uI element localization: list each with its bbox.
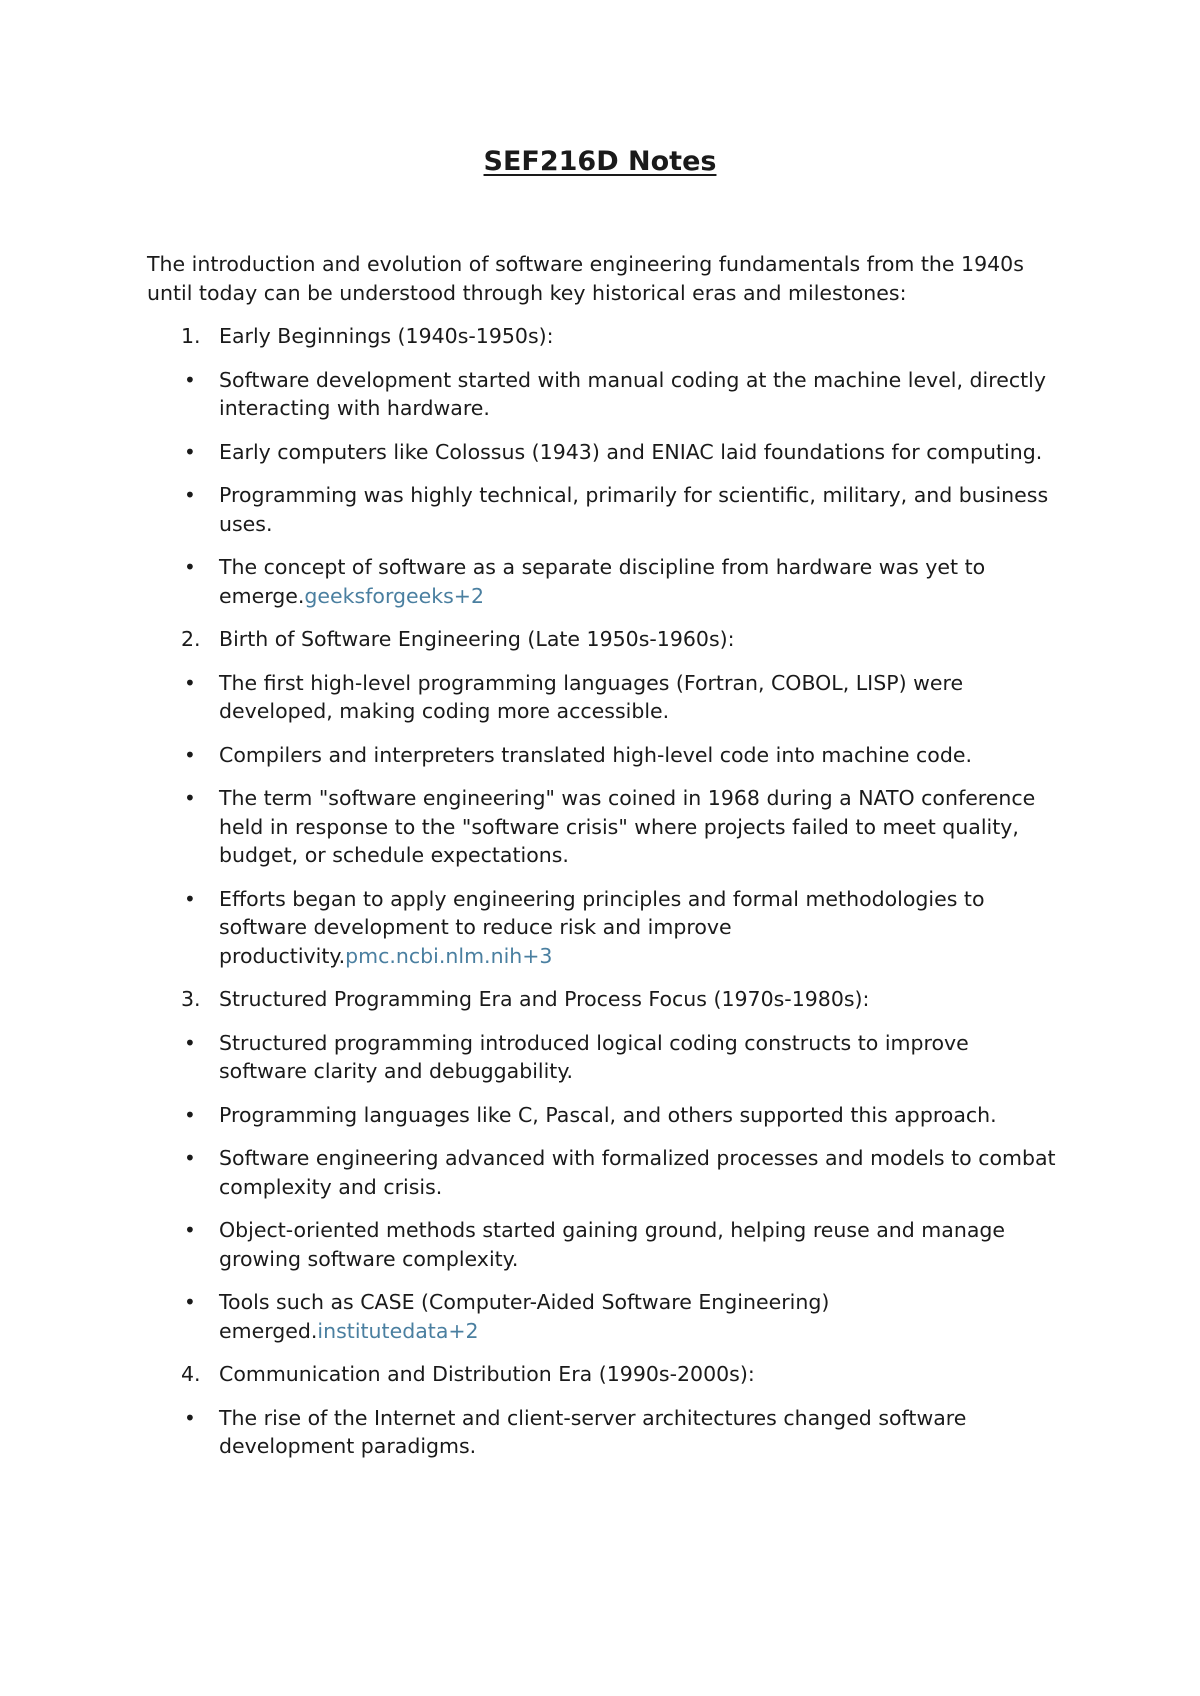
bullet-item bbox=[147, 1216, 1057, 1273]
source-link[interactable]: geeksforgeeks+2 bbox=[304, 583, 485, 608]
intro-paragraph: The introduction and evolution of software engineering fundamentals from the 1940s until today can be understood through key historical eras and milestones: bbox=[147, 252, 1024, 305]
list-number: 3. bbox=[181, 987, 201, 1011]
bullet-item bbox=[147, 1288, 1057, 1345]
numbered-heading bbox=[147, 322, 1057, 351]
bullet-text: Tools such as CASE (Computer-Aided Software Engineering) emerged. bbox=[219, 1290, 830, 1343]
bullet-text: Efforts began to apply engineering principles and formal methodologies to software development to reduce risk and improve productivity. bbox=[219, 886, 985, 968]
bullet-item bbox=[147, 553, 1057, 610]
bullet-icon: • bbox=[184, 1405, 196, 1430]
section-heading-text: Birth of Software Engineering (Late 1950s-1960s): bbox=[219, 627, 735, 651]
bullet-item bbox=[147, 669, 1057, 726]
list-number: 1. bbox=[181, 324, 201, 348]
bullet-text: The rise of the Internet and client-server architectures changed software development paradigms. bbox=[219, 1405, 967, 1458]
bullet-item bbox=[147, 481, 1057, 538]
bullet-text: Programming languages like C, Pascal, and others supported this approach. bbox=[219, 1102, 997, 1127]
bullet-text: The concept of software as a separate discipline from hardware was yet to emerge. bbox=[219, 555, 986, 608]
bullet-item bbox=[147, 1144, 1057, 1201]
bullet-item bbox=[147, 1404, 1057, 1461]
bullet-item bbox=[147, 366, 1057, 423]
bullet-icon: • bbox=[184, 439, 196, 464]
bullet-item bbox=[147, 784, 1057, 870]
bullet-icon: • bbox=[184, 670, 196, 695]
bullet-item bbox=[147, 741, 1057, 770]
bullet-text: Software development started with manual coding at the machine level, directly interacting with hardware. bbox=[219, 367, 1046, 420]
numbered-heading bbox=[147, 985, 1057, 1014]
source-link[interactable]: institutedata+2 bbox=[317, 1318, 479, 1343]
bullet-item bbox=[147, 1029, 1057, 1086]
bullet-icon: • bbox=[184, 1030, 196, 1055]
source-link[interactable]: pmc.ncbi.nlm.nih+3 bbox=[345, 943, 553, 968]
bullet-item bbox=[147, 1101, 1057, 1130]
bullet-icon: • bbox=[184, 786, 196, 810]
bullet-icon: • bbox=[184, 1146, 196, 1170]
bullet-text: Software engineering advanced with formalized processes and models to combat complexity and crisis. bbox=[219, 1146, 1056, 1199]
numbered-heading bbox=[147, 1360, 1057, 1389]
section-heading-text: Communication and Distribution Era (1990s-2000s): bbox=[219, 1362, 755, 1386]
section-heading-text: Structured Programming Era and Process Focus (1970s-1980s): bbox=[219, 987, 870, 1011]
bullet-icon: • bbox=[184, 742, 196, 767]
bullet-text: Object-oriented methods started gaining ground, helping reuse and manage growing software complexity. bbox=[219, 1218, 1006, 1271]
bullet-icon: • bbox=[184, 555, 196, 579]
document-title: SEF216D Notes bbox=[483, 146, 717, 177]
bullet-icon: • bbox=[184, 886, 196, 911]
bullet-text: Early computers like Colossus (1943) and ENIAC laid foundations for computing. bbox=[219, 439, 1043, 464]
bullet-text: Compilers and interpreters translated high-level code into machine code. bbox=[219, 742, 972, 767]
bullet-text: The first high-level programming languages (Fortran, COBOL, LISP) were developed, making coding more accessible. bbox=[219, 670, 964, 723]
document-body bbox=[147, 250, 1057, 1476]
bullet-icon: • bbox=[184, 367, 196, 392]
bullet-text: Structured programming introduced logical coding constructs to improve software clarity and debuggability. bbox=[219, 1030, 969, 1083]
bullet-item bbox=[147, 885, 1057, 971]
list-number: 2. bbox=[181, 627, 201, 651]
bullet-icon: • bbox=[184, 1218, 196, 1242]
bullet-icon: • bbox=[184, 483, 196, 507]
bullet-item bbox=[147, 438, 1057, 467]
numbered-heading bbox=[147, 625, 1057, 654]
bullet-text: Programming was highly technical, primarily for scientific, military, and business uses. bbox=[219, 483, 1049, 536]
bullet-text: The term "software engineering" was coined in 1968 during a NATO conference held in response to the "software crisis" where projects failed to meet quality, budget, or schedule expectations. bbox=[219, 786, 1036, 867]
bullet-icon: • bbox=[184, 1102, 196, 1127]
list-number: 4. bbox=[181, 1362, 201, 1386]
bullet-icon: • bbox=[184, 1290, 196, 1314]
section-heading-text: Early Beginnings (1940s-1950s): bbox=[219, 324, 554, 348]
